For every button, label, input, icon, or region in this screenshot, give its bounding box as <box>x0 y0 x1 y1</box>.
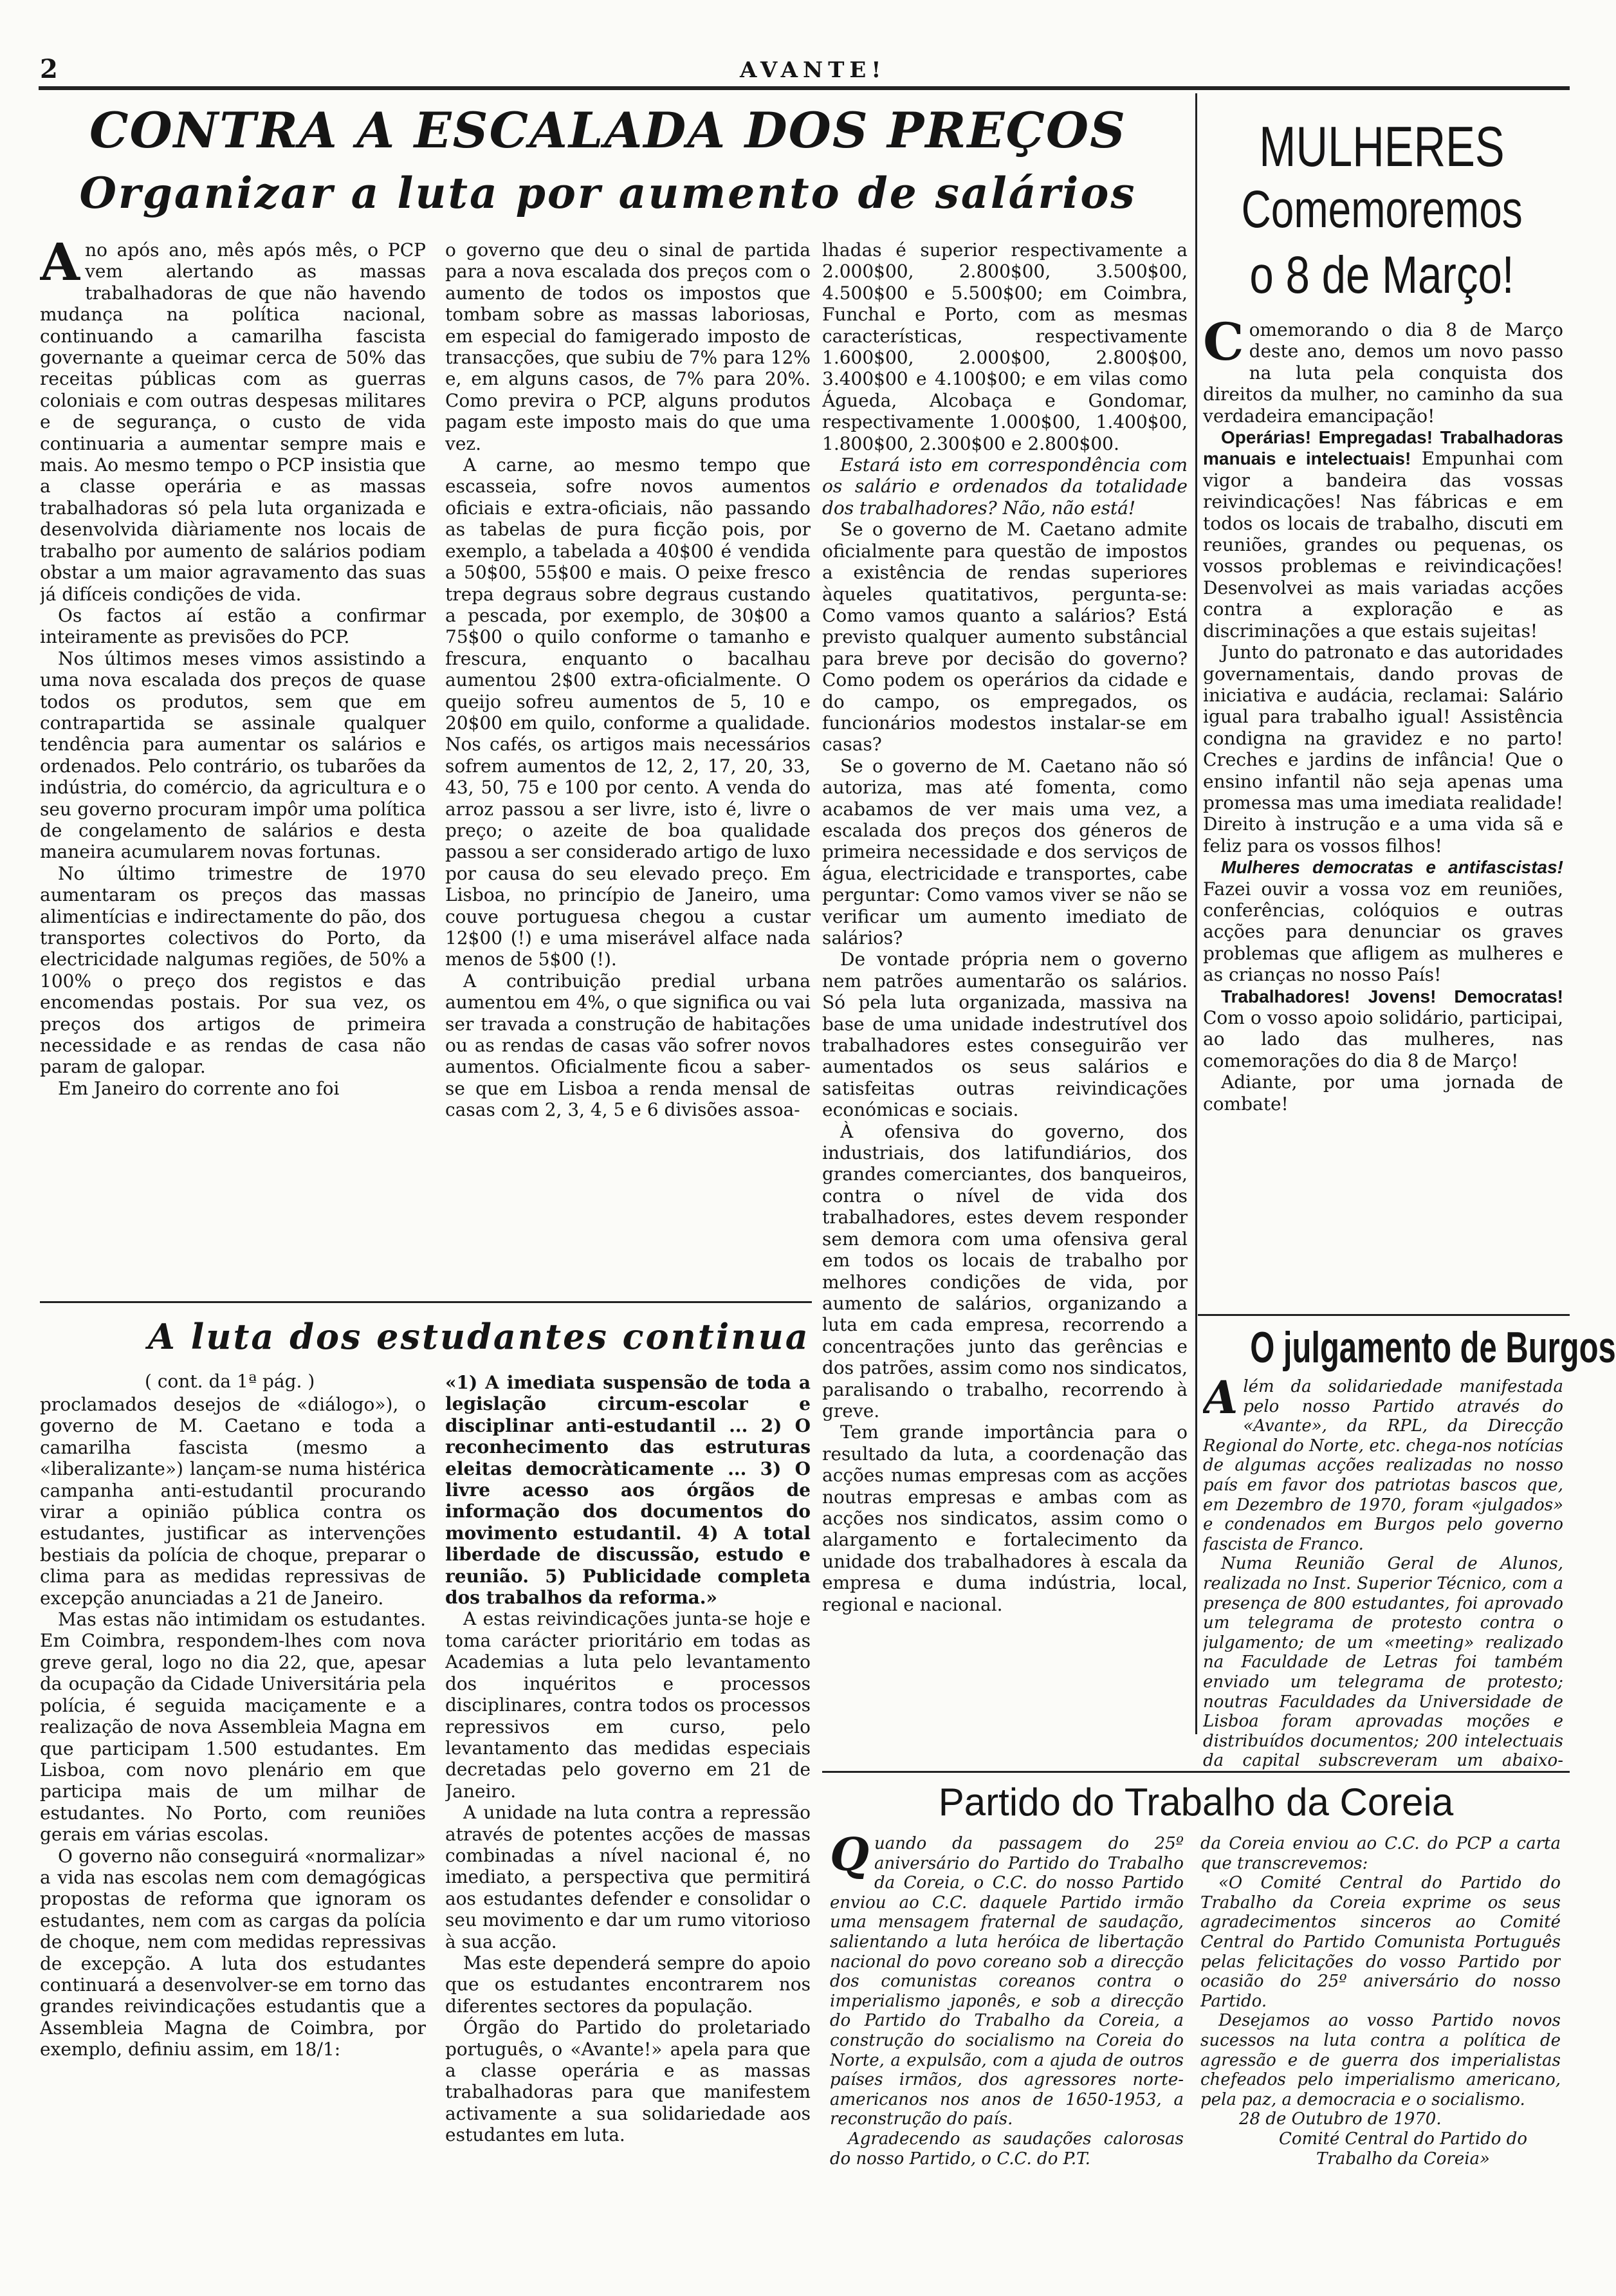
korea-paragraph: Quando da passagem do 25º aniversário do Partido do Trabalho da Coreia, o C.C. do nosso Partido enviou ao C.C. daquele Partido irmão uma mensagem fraternal de saudação, salientando a luta heróica de libertação nacional do povo coreano sob a direcção dos comunistas coreanos contra o imperialismo japonês, e sob a direcção do Partido do Trabalho da Coreia, a construção do socialismo na Coreia do Norte, a expulsão, com a ajuda de outros países irmãos, dos agressores norte-americanos nos anos de 1650-1953, a reconstrução do país. <box>830 1834 1184 2129</box>
prices-paragraph: No último trimestre de 1970 aumentaram os preços das massas alimentícias e indirectamente do pão, dos transportes colectivos do Porto, da electricidade nalgumas regiões, de 50% a 100% o preço dos registos e das encomendas postais. Por sua vez, os preços dos artigos de primeira necessidade e as rendas de casa não param de galopar. <box>40 862 426 1078</box>
prices-column-2 <box>445 239 811 1295</box>
prices-paragraph: Se o governo de M. Caetano não só autoriza, mas até fomenta, como acabamos de ver mais uma vez, a escalada dos preços dos géneros de primeira necessidade e dos serviços de água, electricidade e transportes, cabe perguntar: Como vamos viver se não se verificar um aumento imediato de salários? <box>822 755 1188 949</box>
women-paragraph: Operárias! Empregadas! Trabalhadoras manuais e intelectuais! Empunhai com vigor a bandeira das vossas reivindicações! Nas fábricas e em todos os locais de trabalho, discuti em reuniões, grandes ou pequenas, os vossos problemas e reivindicações! Desenvolvei as mais variadas acções contra a exploração e as discriminações a que estais sujeitas! <box>1203 427 1563 642</box>
students-paragraph: A estas reivindicações junta-se hoje e toma carácter prioritário em todas as Academias a luta pelo levantamento dos inquéritos e processos disciplinares, contra todos os processos repressivos em curso, pelo levantamento das medidas especiais decretadas pelo governo em 21 de Janeiro. <box>445 1608 811 1802</box>
drop-cap: Q <box>830 1834 869 1881</box>
masthead-rule <box>39 86 1570 90</box>
women-paragraph: Mulheres democratas e antifascistas! Fazei ouvir a vossa voz em reuniões, conferências, colóquios e outras acções para denunciar os graves problemas que afligem as mulheres e as crianças no nosso País! <box>1203 857 1563 986</box>
prices-paragraph: Se o governo de M. Caetano admite oficialmente para questão de impostos a existência de rendas superiores àqueles quatitativos, pergunta-se: Como vamos quanto a salários? Está previsto qualquer aumento substâncial para breve por decisão do governo? Como podem os operários da cidade e do campo, os empregados, os funcionários modestos instalar-se em casas? <box>822 519 1188 755</box>
korea-date: 28 de Outubro de 1970. <box>1239 2109 1442 2129</box>
drop-cap: A <box>1203 1377 1238 1424</box>
prices-paragraph: Tem grande importância para o resultado da luta, a coordenação das acções numas empresas com as acções noutras empresas e ambas com as acções nos sindicatos, assim como o alargamento e fortalecimento da unidade dos trabalhadores à escala da empresa e duma indústria, local, regional e nacional. <box>822 1421 1188 1615</box>
students-column-2 <box>445 1372 811 2288</box>
women-call: Mulheres democratas e antifascistas! <box>1221 857 1563 878</box>
prices-paragraph: Os factos aí estão a confirmar inteiramente as previsões do PCP. <box>40 604 426 648</box>
burgos-rule <box>1198 1314 1570 1316</box>
korea-paragraph: da Coreia enviou ao C.C. do PCP a carta que transcrevemos: <box>1200 1834 1561 1873</box>
prices-column-3 <box>822 239 1188 1764</box>
prices-paragraph: Ano após ano, mês após mês, o PCP vem alertando as massas trabalhadoras de que não havendo mudança na política nacional, continuando a camarilha fascista governante a queimar cerca de 50% das receitas públicas com as guerras coloniais e com outras despesas militares e de segurança, o custo de vida continuaria a aumentar sempre mais e mais. Ao mesmo tempo o PCP insistia que a classe operária e as massas trabalhadoras só pela luta organizada e desenvolvida diàriamente nos locais de trabalho por aumento de salários podiam obstar a um maior agravamento das suas já difíceis condições de vida. <box>40 239 426 605</box>
burgos-paragraph: Numa Reunião Geral de Alunos, realizada no Inst. Superior Técnico, com a presença de 800 estudantes, foi aprovado um telegrama de protesto contra o julgamento; de um «meeting» realizado na Faculdade de Letras foi também enviado um telegrama de protesto; noutras Faculdades da Universidade de Lisboa foram aprovadas moções e distribuídos documentos; 200 intelectuais da capital subscreveram um abaixo- <box>1203 1554 1563 1770</box>
students-paragraph: Órgão do Partido do proletariado português, o «Avante!» apela para que a classe operária e as massas trabalhadoras para que manifestem activamente a sua solidariedade aos estudantes em luta. <box>445 2017 811 2146</box>
korea-rule <box>822 1771 1570 1773</box>
korea-column-2 <box>1200 1834 1561 2291</box>
students-paragraph: A unidade na luta contra a repressão através de potentes acções de massas combinadas a nível nacional é, no imediato, a perspectiva que permitirá aos estudantes defender e consolidar o seu movimento e dar um rumo vitorioso à sua acção. <box>445 1802 811 1952</box>
prices-students-rule <box>40 1301 812 1303</box>
prices-paragraph: o governo que deu o sinal de partida para a nova escalada dos preços com o aumento de todos os impostos que tombam sobre as massas laboriosas, em especial do famigerado imposto de transacções, que subiu de 7% para 12% e, em alguns casos, de 7% para 20%. Como previra o PCP, alguns produtos pagam este imposto mais do que uma vez. <box>445 239 811 454</box>
korea-paragraph: Desejamos ao vosso Partido novos sucessos na luta contra a política de agressão e de guerra dos imperialistas chefeados pelo imperialismo americano, pela paz, a democracia e o socialismo. <box>1200 2011 1561 2109</box>
korea-column-1 <box>830 1834 1184 2291</box>
prices-headline: CONTRA A ESCALADA DOS PREÇOS <box>89 102 1126 159</box>
women-paragraph: Trabalhadores! Jovens! Democratas! Com o vosso apoio solidário, participai, ao lado das mulheres, nas comemorações do dia 8 de Março! <box>1203 986 1563 1071</box>
students-demands: «1) A imediata suspensão de toda a legislação circum-escolar e disciplinar anti-estudantil ... 2) O reconhecimento das estruturas eleitas democràticamente ... 3) O livre acesso aos órgãos de informação dos documentos do movimento estudantil. 4) A total liberdade de discussão, estudo e reunião. 5) Publicidade completa dos trabalhos da reforma.» <box>445 1372 811 1609</box>
drop-cap: C <box>1203 319 1244 372</box>
women-paragraph: Junto do patronato e das autoridades governamentais, dando provas de iniciativa e audácia, reclamai: Salário igual para trabalho igual! Assistência condigna na gravidez e no parto! Creches e jardins de infância! Que o ensino infantil não seja apenas uma promessa mas uma imediata realidade! Direito à instrução e a uma vida sã e feliz para os vossos filhos! <box>1203 642 1563 856</box>
prices-subheadline: Organizar a luta por aumento de salários <box>79 168 1137 218</box>
burgos-paragraph: Além da solidariedade manifestada pelo nosso Partido através do «Avante», da RPL, da Direcção Regional do Norte, etc. chega-nos notícias de algumas acções realizadas no nosso país em favor dos patriotas bascos que, em Dezembro de 1970, foram «julgados» e condenados em Burgos pelo governo fascista de Franco. <box>1203 1377 1563 1554</box>
women-subheadline: Comemoremos <box>1241 180 1523 239</box>
women-call: Trabalhadores! Jovens! Democratas! <box>1221 986 1563 1006</box>
burgos-headline: O julgamento de Burgos <box>1250 1323 1616 1372</box>
prices-column-1 <box>40 239 426 1295</box>
prices-paragraph: Em Janeiro do corrente ano foi <box>58 1077 340 1099</box>
prices-paragraph: A carne, ao mesmo tempo que escasseia, sofre novos aumentos oficiais e extra-oficiais, não passando as tabelas de pura ficção pois, por exemplo, a tabelada a 40$00 é vendida a 50$00, 55$00 e mais. O peixe fresco trepa degraus sobre degraus custando a pescada, por exemplo, de 30$00 a 75$00 o quilo conforme o tamanho e frescura, enquanto o bacalhau aumentou 2$00 extra-oficialmente. O queijo sofreu aumentos de 5, 10 e 20$00 em quilo, conforme a qualidade. Nos cafés, os artigos mais necessários sofrem aumentos de 12, 2, 17, 20, 33, 43, 50, 75 e 100 por cento. A venda do arroz passou a ser livre, isto é, livre o preço; o azeite de boa qualidade passou a ser considerado artigo de luxo por causa do seu elevado preço. Em Lisboa, no princípio de Janeiro, uma couve portuguesa chegou a custar 12$00 (!) e uma miserável alface nada menos de 5$00 (!). <box>445 454 811 970</box>
korea-signature: Comité Central do Partido do Trabalho da Coreia» <box>1278 2129 1528 2169</box>
korea-paragraph: «O Comité Central do Partido do Trabalho da Coreia exprime os seus agradecimentos sinceros ao Comité Central do Partido Comunista Português pelas felicitações do vosso Partido por ocasião do 25º aniversário do nosso Partido. <box>1200 1873 1561 2011</box>
newspaper-name: AVANTE! <box>740 57 886 83</box>
korea-headline: Partido do Trabalho da Coreia <box>938 1781 1454 1824</box>
prices-paragraph: Nos últimos meses vimos assistindo a uma nova escalada dos preços de quase todos os produtos, sem que em contrapartida se assinale qualquer tendência para aumentar os salários e ordenados. Pelo contrário, os tubarões da indústria, do comércio, da agricultura e o seu governo procuram impôr uma política de congelamento de salários e desta maneira acumularem novas fortunas. <box>40 647 426 863</box>
students-headline: A luta dos estudantes continua <box>148 1316 810 1357</box>
prices-paragraph: lhadas é superior respectivamente a 2.000$00, 2.800$00, 3.500$00, 4.500$00 e 5.500$00; em Coimbra, Funchal e Porto, com as mesmas características, respectivamente 1.600$00, 2.000$00, 2.800$00, 3.400$00 e 4.100$00; e em vilas como Águeda, Alcobaça e Gondomar, respectivamente 1.000$00, 1.400$00, 1.800$00, 2.300$00 e 2.800$00. <box>822 239 1188 454</box>
students-paragraph: Mas este dependerá sempre do apoio que os estudantes encontrarem nos diferentes sectores da população. <box>445 1952 811 2017</box>
page-number: 2 <box>40 54 58 84</box>
prices-paragraph: À ofensiva do governo, dos industriais, dos latifundiários, dos grandes comerciantes, dos banqueiros, contra o nível de vida dos trabalhadores, estes devem responder sem demora com uma ofensiva geral em todos os locais de trabalho por melhores condições de vida, por aumento de salários, organizando a luta em cada empresa, recorrendo a concentrações junto das gerências e dos patrões, assim como nos sindicatos, paralisando o trabalho, recorrendo à greve. <box>822 1120 1188 1421</box>
korea-paragraph: Agradecendo as saudações calorosas do nosso Partido, o C.C. do P.T. <box>830 2129 1184 2169</box>
women-body <box>1203 319 1563 1329</box>
students-paragraph: O governo não conseguirá «normalizar» a vida nas escolas nem com demagógicas propostas de reforma que ignoram os estudantes, nem com as cargas da polícia de choque, nem com medidas repressivas de excepção. A luta dos estudantes continuará a desenvolver-se em torno das grandes reivindicações estudantis que a Assembleia Magna de Coimbra, por exemplo, definiu assim, em 18/1: <box>40 1845 426 2060</box>
students-paragraph: Mas estas não intimidam os estudantes. Em Coimbra, respondem-lhes com nova greve geral, logo no dia 22, que, apesar da ocupação da Cidade Universitária pela polícia, é seguida maciçamente e a realização de nova Assembleia Magna em que participam 1.500 estudantes. Em Lisboa, com novo plenário em que participa mais de um milhar de estudantes. No Porto, com reuniões gerais em várias escolas. <box>40 1609 426 1846</box>
students-column-1 <box>40 1394 426 2288</box>
women-paragraph: Comemorando o dia 8 de Março deste ano, demos um novo passo na luta pela conquista dos direitos da mulher, no caminho da sua verdadeira emancipação! <box>1203 319 1563 427</box>
prices-paragraph: A contribuição predial urbana aumentou em 4%, o que significa ou vai ser travada a construção de habitações ou as rendas de casas vão sofrer novos aumentos. Oficialmente ficou a saber-se que em Lisboa a renda mensal de casas com 2, 3, 4, 5 e 6 divisões assoa- <box>445 970 811 1121</box>
prices-paragraph: De vontade própria nem o governo nem patrões aumentarão os salários. Só pela luta organizada, massiva na base de uma unidade indestrutível dos trabalhadores estes conseguirão ver aumentados os seus salários e satisfeitas outras reivindicações económicas e sociais. <box>822 949 1188 1121</box>
prices-italic-paragraph: Estará isto em correspondência com os salário e ordenados da totalidade dos trabalhadores? Não, não está! <box>822 454 1188 519</box>
women-headline: MULHERES <box>1259 115 1505 178</box>
drop-cap: A <box>40 239 80 292</box>
women-call: Operárias! Empregadas! Trabalhadoras manuais e intelectuais! <box>1203 427 1563 469</box>
students-paragraph: proclamados desejos de «diálogo»), o governo de M. Caetano e toda a camarilha fascista (mesmo a «liberalizante») lançam-se numa histérica campanha anti-estudantil procurando virar a opinião pública contra os estudantes, justificar as intervenções bestiais da polícia de choque, preparar o clima para as medidas repressivas de excepção anunciadas a 21 de Janeiro. <box>40 1394 426 1609</box>
burgos-body <box>1203 1377 1563 1770</box>
right-column-rule <box>1195 93 1197 1734</box>
women-subheadline-date: o 8 de Março! <box>1249 246 1514 304</box>
students-continuation: ( cont. da 1ª pág. ) <box>145 1371 315 1392</box>
women-paragraph: Adiante, por uma jornada de combate! <box>1203 1071 1563 1115</box>
